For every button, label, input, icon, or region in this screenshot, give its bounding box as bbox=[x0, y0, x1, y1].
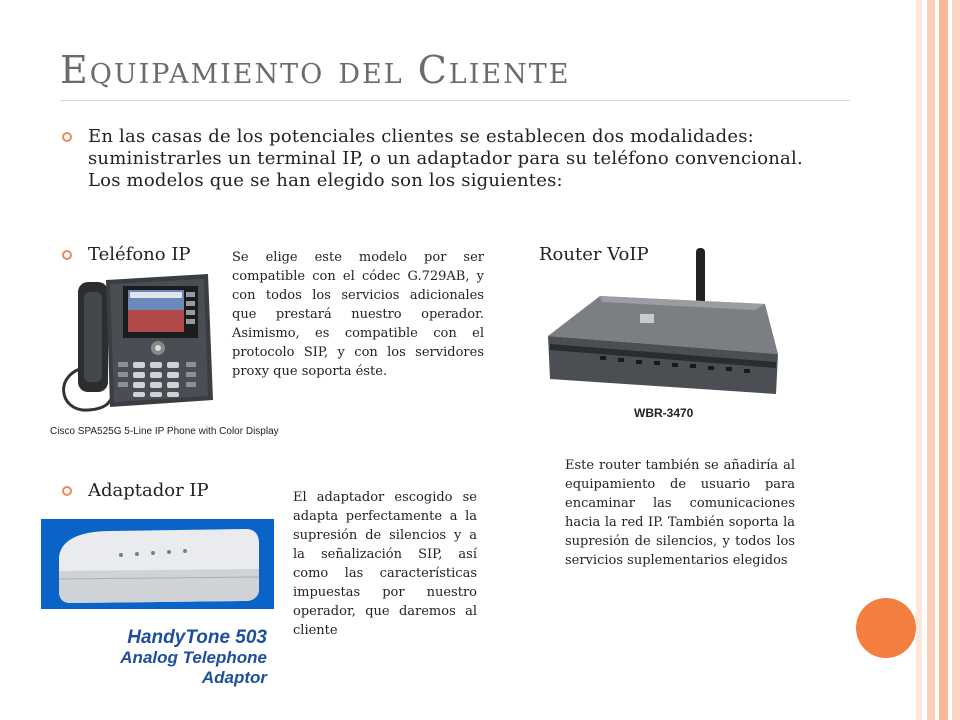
ip-phone-image bbox=[48, 272, 263, 417]
handytone-caption-line2: Analog Telephone Adaptor bbox=[120, 648, 267, 687]
bullet-icon bbox=[62, 250, 72, 260]
intro-text: En las casas de los potenciales clientes se establecen dos modalidades: suministrarles un terminal IP, o un adaptador para su teléfono convencional. Los modelos que se han elegido son los siguientes: bbox=[88, 126, 803, 191]
intro-bullet bbox=[88, 126, 808, 192]
bullet-icon bbox=[62, 132, 72, 142]
router-heading: Router VoIP bbox=[539, 244, 649, 265]
router-model-label: WBR-3470 bbox=[634, 406, 694, 420]
phone-heading bbox=[88, 244, 191, 266]
router-description: Este router también se añadiría al equipamiento de usuario para encaminar las comunicaciones hacia la red IP. También soporta la supresión de silencios, y todos los servicios suplementarios elegidos bbox=[565, 458, 795, 568]
title-divider bbox=[60, 100, 850, 101]
phone-description: Se elige este modelo por ser compatible con el códec G.729AB, y con todos los servicios adicionales que prestará nuestro operador. Asimismo, es compatible con el protocolo SIP, y con los servidores proxy que soporta éste. bbox=[232, 250, 484, 379]
adapter-heading-label: Adaptador IP bbox=[88, 480, 209, 501]
voip-router-image bbox=[540, 244, 785, 404]
phone-heading-label: Teléfono IP bbox=[88, 244, 191, 265]
adapter-description: El adaptador escogido se adapta perfectamente a la supresión de silencios y a la señalización SIP, así como las características impuestas por nuestro operador, que daremos al cliente bbox=[293, 490, 477, 638]
bullet-icon bbox=[62, 486, 72, 496]
adapter-heading bbox=[88, 480, 209, 502]
handytone-caption-line1: HandyTone 503 bbox=[127, 627, 267, 648]
decorative-stripes bbox=[916, 0, 960, 720]
ip-adapter-image bbox=[41, 519, 274, 609]
phone-image-caption: Cisco SPA525G 5-Line IP Phone with Color Display bbox=[50, 426, 279, 437]
accent-circle bbox=[856, 598, 916, 658]
slide-title: Equipamiento del Cliente bbox=[60, 48, 571, 92]
handytone-caption bbox=[52, 628, 267, 688]
